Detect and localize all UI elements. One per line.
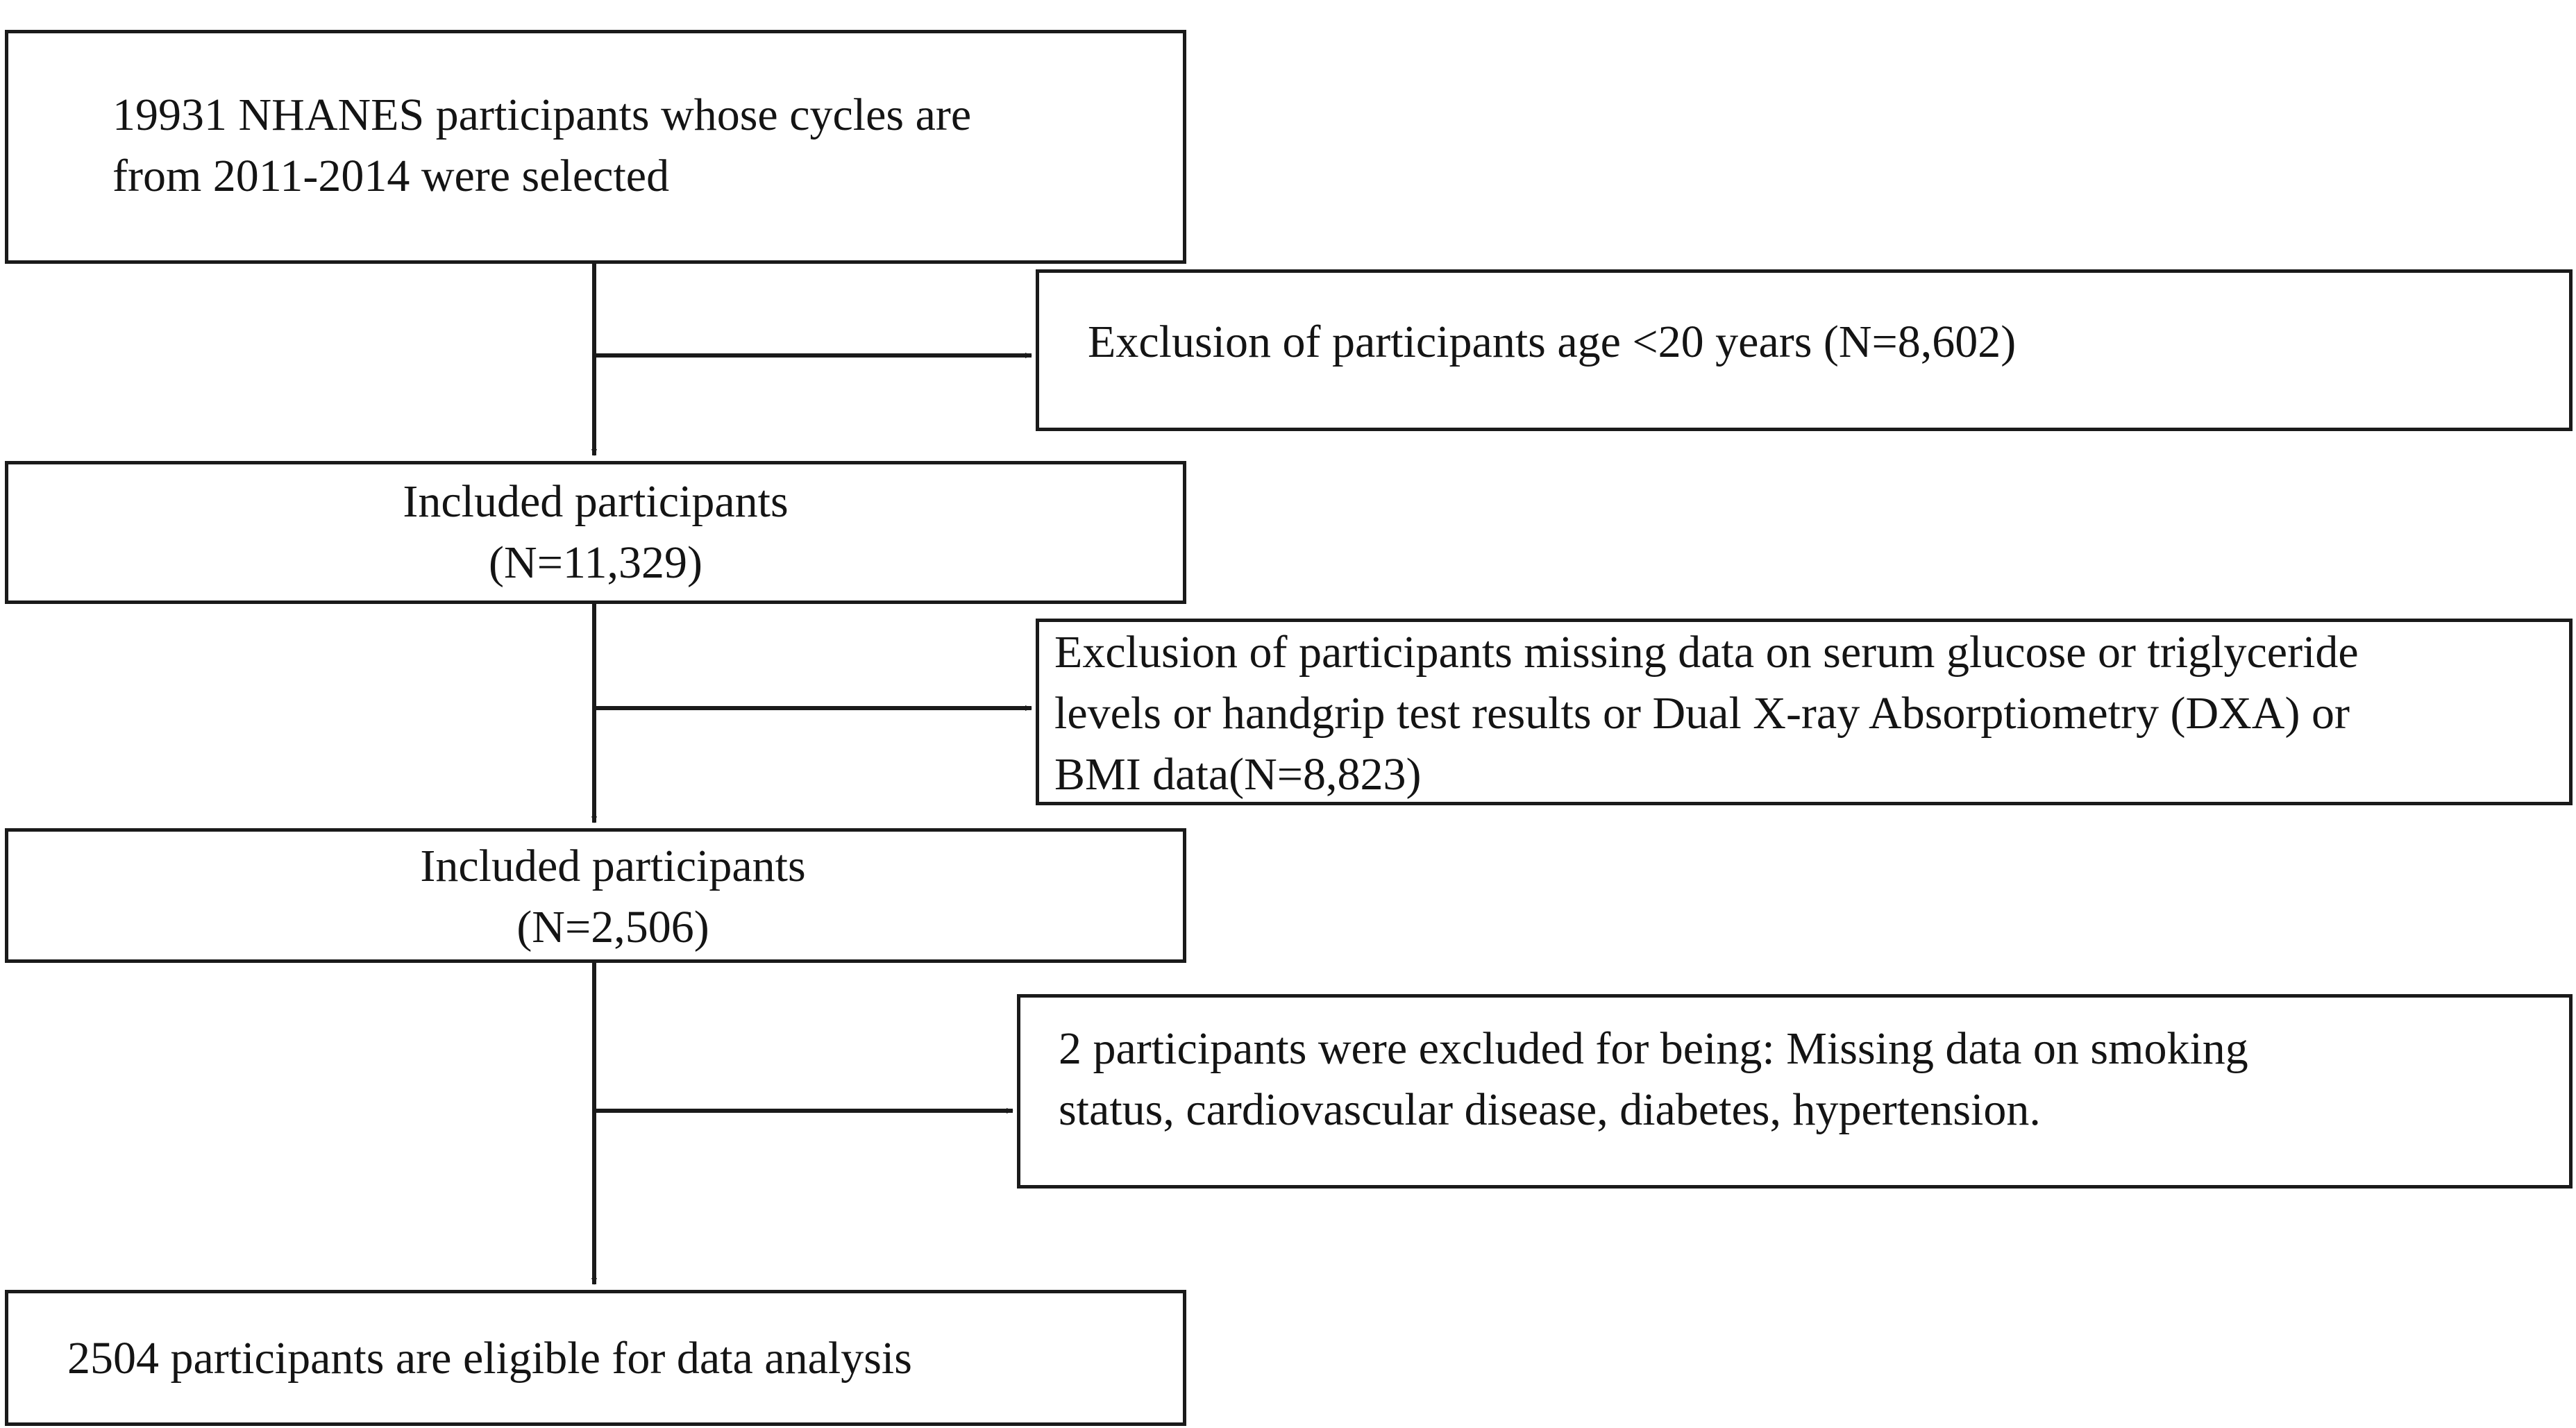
start-box-line-2: from 2011-2014 were selected xyxy=(112,151,670,201)
start-box xyxy=(5,30,1186,264)
exclusion-missing-measures-line-1: Exclusion of participants missing data on serum glucose or triglyceride xyxy=(1054,627,2359,678)
included-2-count: (N=2,506) xyxy=(516,902,709,952)
exclusion-missing-covariates-box xyxy=(1017,994,2573,1188)
exclusion-missing-covariates-line-2: status, cardiovascular disease, diabetes, hypertension. xyxy=(1059,1084,2041,1135)
start-box-line-1: 19931 NHANES participants whose cycles are xyxy=(112,90,972,140)
final-eligible-text: 2504 participants are eligible for data analysis xyxy=(67,1333,912,1384)
exclusion-missing-measures-line-3: BMI data(N=8,823) xyxy=(1054,749,1422,800)
exclusion-missing-measures-line-2: levels or handgrip test results or Dual X-ray Absorptiometry (DXA) or xyxy=(1054,688,2350,739)
included-participants-box-1 xyxy=(5,461,1186,604)
final-eligible-box xyxy=(5,1290,1186,1426)
exclusion-age-text: Exclusion of participants age <20 years (N=8,602) xyxy=(1088,317,2017,367)
included-2-label: Included participants xyxy=(420,841,806,891)
exclusion-missing-covariates-line-1: 2 participants were excluded for being: Missing data on smoking xyxy=(1059,1023,2248,1074)
included-participants-box-2 xyxy=(5,828,1186,963)
included-1-count: (N=11,329) xyxy=(489,537,702,588)
exclusion-age-box xyxy=(1036,269,2573,431)
exclusion-missing-measures-box xyxy=(1036,619,2573,805)
included-1-label: Included participants xyxy=(403,476,789,527)
